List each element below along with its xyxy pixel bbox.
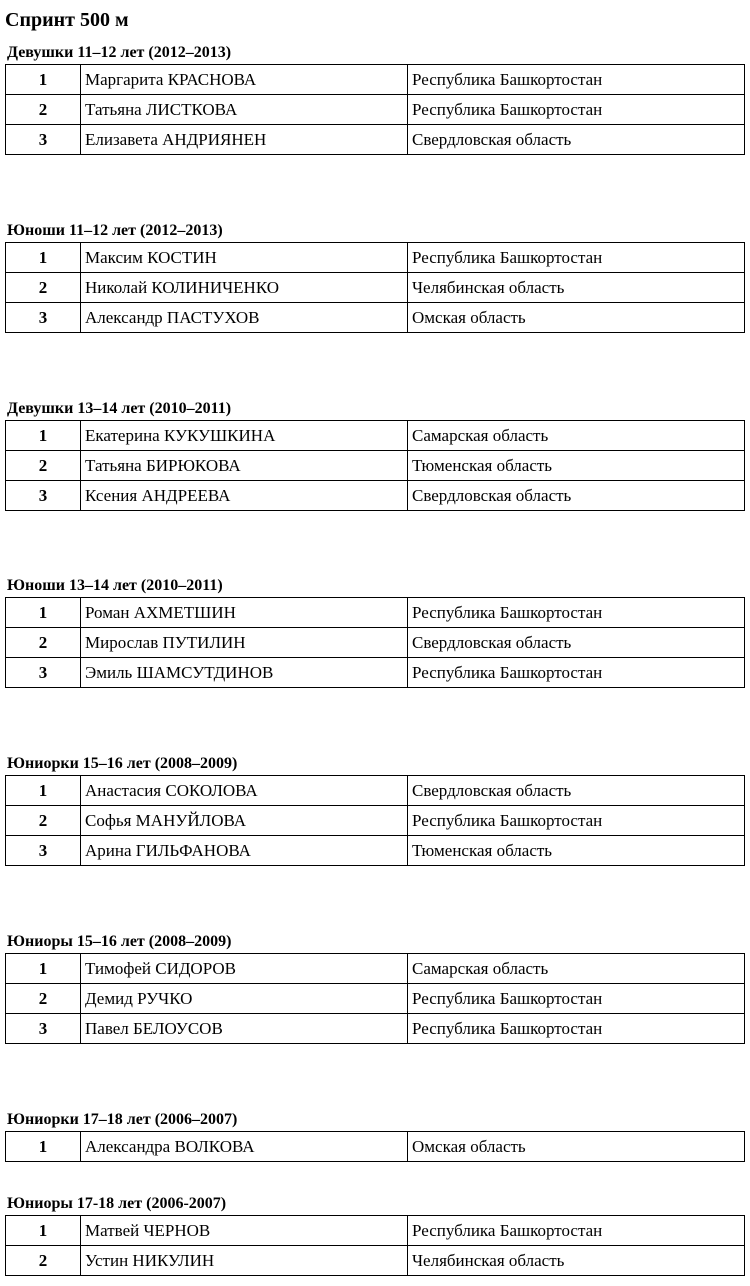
athlete-name-cell: Мирослав ПУТИЛИН xyxy=(81,628,408,658)
place-cell: 3 xyxy=(6,1014,81,1044)
place-cell: 3 xyxy=(6,481,81,511)
athlete-name-cell: Арина ГИЛЬФАНОВА xyxy=(81,836,408,866)
region-cell: Республика Башкортостан xyxy=(408,95,745,125)
athlete-name-cell: Матвей ЧЕРНОВ xyxy=(81,1216,408,1246)
page-title: Спринт 500 м xyxy=(5,9,129,31)
region-cell: Свердловская область xyxy=(408,125,745,155)
athlete-name-cell: Анастасия СОКОЛОВА xyxy=(81,776,408,806)
region-cell: Челябинская область xyxy=(408,1246,745,1276)
athlete-name-cell: Ксения АНДРЕЕВА xyxy=(81,481,408,511)
place-cell: 1 xyxy=(6,1216,81,1246)
athlete-name-cell: Тимофей СИДОРОВ xyxy=(81,954,408,984)
table-row xyxy=(6,481,745,511)
region-cell: Республика Башкортостан xyxy=(408,806,745,836)
athlete-name-cell: Роман АХМЕТШИН xyxy=(81,598,408,628)
table-row xyxy=(6,451,745,481)
region-cell: Республика Башкортостан xyxy=(408,598,745,628)
results-section-boys-13-14 xyxy=(5,577,745,688)
section-heading: Юниорки 17–18 лет (2006–2007) xyxy=(7,1111,238,1128)
section-heading: Девушки 13–14 лет (2010–2011) xyxy=(7,400,232,417)
place-cell: 1 xyxy=(6,65,81,95)
place-cell: 3 xyxy=(6,125,81,155)
section-heading: Юниорки 15–16 лет (2008–2009) xyxy=(7,755,238,772)
athlete-name-cell: Александра ВОЛКОВА xyxy=(81,1132,408,1162)
region-cell: Республика Башкортостан xyxy=(408,1216,745,1246)
region-cell: Тюменская область xyxy=(408,836,745,866)
results-table xyxy=(5,1131,745,1162)
region-cell: Самарская область xyxy=(408,954,745,984)
table-row xyxy=(6,1246,745,1276)
table-row xyxy=(6,125,745,155)
table-row xyxy=(6,243,745,273)
athlete-name-cell: Павел БЕЛОУСОВ xyxy=(81,1014,408,1044)
athlete-name-cell: Софья МАНУЙЛОВА xyxy=(81,806,408,836)
results-section-junior-men-15-16 xyxy=(5,933,745,1044)
athlete-name-cell: Александр ПАСТУХОВ xyxy=(81,303,408,333)
region-cell: Свердловская область xyxy=(408,776,745,806)
athlete-name-cell: Татьяна БИРЮКОВА xyxy=(81,451,408,481)
section-heading: Юниоры 15–16 лет (2008–2009) xyxy=(7,933,232,950)
place-cell: 2 xyxy=(6,273,81,303)
table-row xyxy=(6,303,745,333)
place-cell: 1 xyxy=(6,421,81,451)
table-row xyxy=(6,776,745,806)
results-section-boys-11-12 xyxy=(5,222,745,333)
athlete-name-cell: Николай КОЛИНИЧЕНКО xyxy=(81,273,408,303)
results-section-girls-11-12 xyxy=(5,44,745,155)
table-row xyxy=(6,806,745,836)
results-table xyxy=(5,1215,745,1276)
results-section-girls-13-14 xyxy=(5,400,745,511)
region-cell: Челябинская область xyxy=(408,273,745,303)
region-cell: Республика Башкортостан xyxy=(408,984,745,1014)
athlete-name-cell: Устин НИКУЛИН xyxy=(81,1246,408,1276)
table-row xyxy=(6,1216,745,1246)
place-cell: 1 xyxy=(6,598,81,628)
place-cell: 2 xyxy=(6,984,81,1014)
athlete-name-cell: Елизавета АНДРИЯНЕН xyxy=(81,125,408,155)
table-row xyxy=(6,1014,745,1044)
section-heading: Юноши 13–14 лет (2010–2011) xyxy=(7,577,223,594)
region-cell: Самарская область xyxy=(408,421,745,451)
table-row xyxy=(6,836,745,866)
region-cell: Свердловская область xyxy=(408,628,745,658)
region-cell: Республика Башкортостан xyxy=(408,65,745,95)
results-table xyxy=(5,953,745,1044)
table-row xyxy=(6,273,745,303)
section-heading: Девушки 11–12 лет (2012–2013) xyxy=(7,44,232,61)
place-cell: 2 xyxy=(6,95,81,125)
region-cell: Омская область xyxy=(408,303,745,333)
results-section-junior-women-15-16 xyxy=(5,755,745,866)
athlete-name-cell: Эмиль ШАМСУТДИНОВ xyxy=(81,658,408,688)
section-heading: Юниоры 17-18 лет (2006-2007) xyxy=(7,1195,227,1212)
results-table xyxy=(5,242,745,333)
place-cell: 1 xyxy=(6,954,81,984)
place-cell: 2 xyxy=(6,806,81,836)
place-cell: 2 xyxy=(6,451,81,481)
place-cell: 1 xyxy=(6,243,81,273)
results-section-junior-women-17-18 xyxy=(5,1111,745,1162)
table-row xyxy=(6,628,745,658)
place-cell: 3 xyxy=(6,303,81,333)
place-cell: 3 xyxy=(6,658,81,688)
region-cell: Омская область xyxy=(408,1132,745,1162)
table-row xyxy=(6,421,745,451)
place-cell: 3 xyxy=(6,836,81,866)
region-cell: Тюменская область xyxy=(408,451,745,481)
place-cell: 2 xyxy=(6,1246,81,1276)
table-row xyxy=(6,95,745,125)
table-row xyxy=(6,984,745,1014)
results-table xyxy=(5,64,745,155)
table-row xyxy=(6,658,745,688)
region-cell: Республика Башкортостан xyxy=(408,658,745,688)
athlete-name-cell: Маргарита КРАСНОВА xyxy=(81,65,408,95)
results-table xyxy=(5,775,745,866)
athlete-name-cell: Екатерина КУКУШКИНА xyxy=(81,421,408,451)
section-heading: Юноши 11–12 лет (2012–2013) xyxy=(7,222,223,239)
region-cell: Свердловская область xyxy=(408,481,745,511)
place-cell: 1 xyxy=(6,1132,81,1162)
region-cell: Республика Башкортостан xyxy=(408,243,745,273)
place-cell: 2 xyxy=(6,628,81,658)
athlete-name-cell: Максим КОСТИН xyxy=(81,243,408,273)
athlete-name-cell: Демид РУЧКО xyxy=(81,984,408,1014)
athlete-name-cell: Татьяна ЛИСТКОВА xyxy=(81,95,408,125)
place-cell: 1 xyxy=(6,776,81,806)
region-cell: Республика Башкортостан xyxy=(408,1014,745,1044)
table-row xyxy=(6,65,745,95)
results-section-junior-men-17-18 xyxy=(5,1195,745,1276)
results-table xyxy=(5,420,745,511)
table-row xyxy=(6,598,745,628)
results-table xyxy=(5,597,745,688)
table-row xyxy=(6,954,745,984)
table-row xyxy=(6,1132,745,1162)
